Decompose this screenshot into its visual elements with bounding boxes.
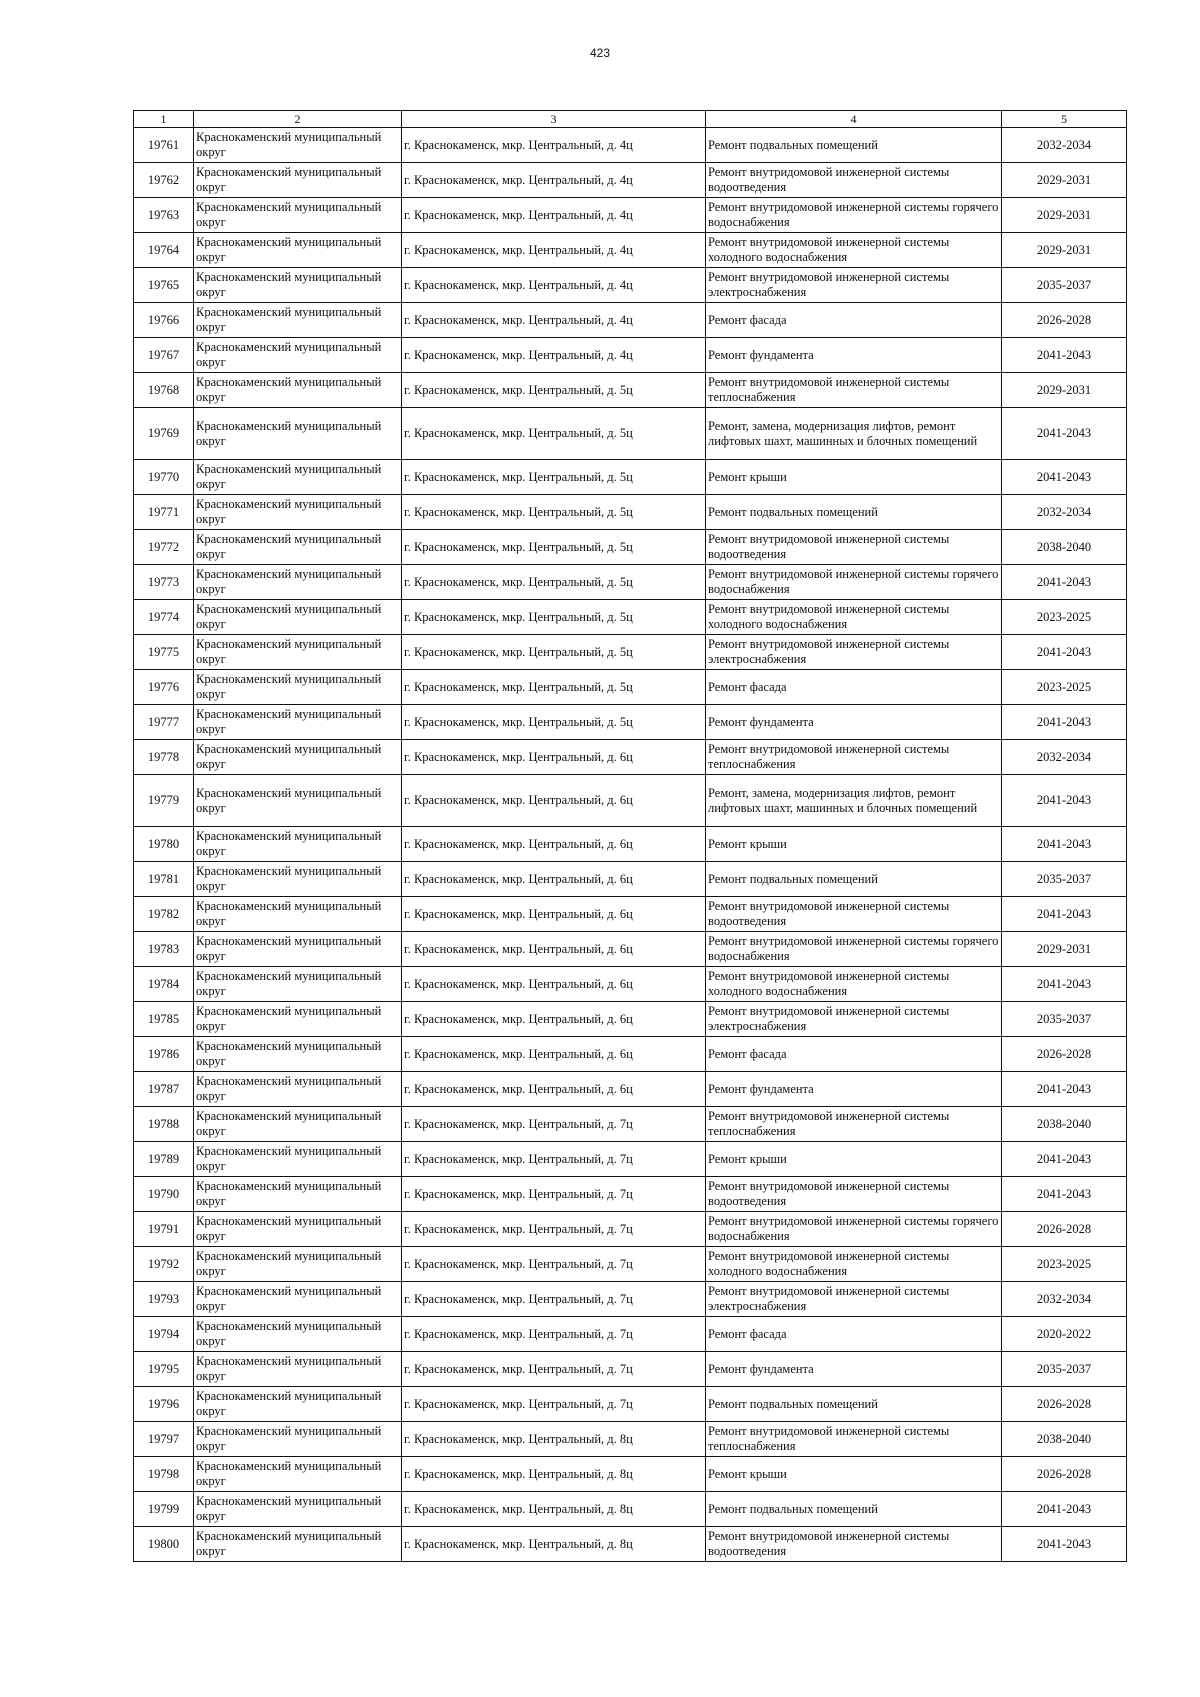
period-cell: 2026-2028 xyxy=(1002,303,1127,338)
row-number-cell: 19765 xyxy=(134,268,194,303)
row-number-cell: 19790 xyxy=(134,1177,194,1212)
work-type-cell: Ремонт внутридомовой инженерной системы теплоснабжения xyxy=(706,1107,1002,1142)
table-header xyxy=(134,111,1127,128)
row-number-cell: 19784 xyxy=(134,967,194,1002)
header-col-3: 3 xyxy=(402,111,706,128)
row-number-cell: 19782 xyxy=(134,897,194,932)
address-cell: г. Краснокаменск, мкр. Центральный, д. 7ц xyxy=(402,1177,706,1212)
row-number-cell: 19768 xyxy=(134,373,194,408)
table-row xyxy=(134,635,1127,670)
period-cell: 2041-2043 xyxy=(1002,635,1127,670)
work-type-cell: Ремонт внутридомовой инженерной системы холодного водоснабжения xyxy=(706,1247,1002,1282)
table-row xyxy=(134,198,1127,233)
row-number-cell: 19772 xyxy=(134,530,194,565)
address-cell: г. Краснокаменск, мкр. Центральный, д. 7ц xyxy=(402,1142,706,1177)
address-cell: г. Краснокаменск, мкр. Центральный, д. 5ц xyxy=(402,460,706,495)
address-cell: г. Краснокаменск, мкр. Центральный, д. 6ц xyxy=(402,967,706,1002)
district-cell: Краснокаменский муниципальный округ xyxy=(194,530,402,565)
period-cell: 2029-2031 xyxy=(1002,198,1127,233)
table-row xyxy=(134,1317,1127,1352)
row-number-cell: 19775 xyxy=(134,635,194,670)
table-row xyxy=(134,1492,1127,1527)
work-type-cell: Ремонт внутридомовой инженерной системы холодного водоснабжения xyxy=(706,600,1002,635)
row-number-cell: 19774 xyxy=(134,600,194,635)
district-cell: Краснокаменский муниципальный округ xyxy=(194,1002,402,1037)
period-cell: 2038-2040 xyxy=(1002,530,1127,565)
row-number-cell: 19777 xyxy=(134,705,194,740)
address-cell: г. Краснокаменск, мкр. Центральный, д. 6ц xyxy=(402,862,706,897)
row-number-cell: 19793 xyxy=(134,1282,194,1317)
header-col-5: 5 xyxy=(1002,111,1127,128)
period-cell: 2041-2043 xyxy=(1002,775,1127,827)
table-row xyxy=(134,495,1127,530)
district-cell: Краснокаменский муниципальный округ xyxy=(194,897,402,932)
row-number-cell: 19794 xyxy=(134,1317,194,1352)
period-cell: 2023-2025 xyxy=(1002,600,1127,635)
period-cell: 2035-2037 xyxy=(1002,1002,1127,1037)
row-number-cell: 19776 xyxy=(134,670,194,705)
period-cell: 2035-2037 xyxy=(1002,268,1127,303)
period-cell: 2020-2022 xyxy=(1002,1317,1127,1352)
address-cell: г. Краснокаменск, мкр. Центральный, д. 4ц xyxy=(402,268,706,303)
table-row xyxy=(134,600,1127,635)
district-cell: Краснокаменский муниципальный округ xyxy=(194,600,402,635)
period-cell: 2026-2028 xyxy=(1002,1387,1127,1422)
period-cell: 2038-2040 xyxy=(1002,1422,1127,1457)
row-number-cell: 19766 xyxy=(134,303,194,338)
address-cell: г. Краснокаменск, мкр. Центральный, д. 7ц xyxy=(402,1247,706,1282)
table-row xyxy=(134,775,1127,827)
row-number-cell: 19767 xyxy=(134,338,194,373)
table-row xyxy=(134,163,1127,198)
row-number-cell: 19764 xyxy=(134,233,194,268)
table-row xyxy=(134,932,1127,967)
address-cell: г. Краснокаменск, мкр. Центральный, д. 5ц xyxy=(402,565,706,600)
work-type-cell: Ремонт внутридомовой инженерной системы электроснабжения xyxy=(706,1002,1002,1037)
table-row xyxy=(134,460,1127,495)
district-cell: Краснокаменский муниципальный округ xyxy=(194,495,402,530)
table-row xyxy=(134,1457,1127,1492)
work-type-cell: Ремонт внутридомовой инженерной системы водоотведения xyxy=(706,530,1002,565)
address-cell: г. Краснокаменск, мкр. Центральный, д. 6ц xyxy=(402,1002,706,1037)
table-row xyxy=(134,1422,1127,1457)
table-row xyxy=(134,565,1127,600)
work-type-cell: Ремонт подвальных помещений xyxy=(706,495,1002,530)
period-cell: 2041-2043 xyxy=(1002,565,1127,600)
address-cell: г. Краснокаменск, мкр. Центральный, д. 5ц xyxy=(402,600,706,635)
district-cell: Краснокаменский муниципальный округ xyxy=(194,1212,402,1247)
period-cell: 2041-2043 xyxy=(1002,1527,1127,1562)
district-cell: Краснокаменский муниципальный округ xyxy=(194,775,402,827)
header-col-2: 2 xyxy=(194,111,402,128)
address-cell: г. Краснокаменск, мкр. Центральный, д. 5ц xyxy=(402,373,706,408)
period-cell: 2041-2043 xyxy=(1002,1072,1127,1107)
district-cell: Краснокаменский муниципальный округ xyxy=(194,705,402,740)
work-type-cell: Ремонт внутридомовой инженерной системы водоотведения xyxy=(706,897,1002,932)
district-cell: Краснокаменский муниципальный округ xyxy=(194,1282,402,1317)
work-type-cell: Ремонт внутридомовой инженерной системы электроснабжения xyxy=(706,1282,1002,1317)
address-cell: г. Краснокаменск, мкр. Центральный, д. 8ц xyxy=(402,1492,706,1527)
header-col-1: 1 xyxy=(134,111,194,128)
district-cell: Краснокаменский муниципальный округ xyxy=(194,1072,402,1107)
work-type-cell: Ремонт фасада xyxy=(706,303,1002,338)
table-row xyxy=(134,1142,1127,1177)
table-row xyxy=(134,1527,1127,1562)
table-row xyxy=(134,862,1127,897)
row-number-cell: 19788 xyxy=(134,1107,194,1142)
district-cell: Краснокаменский муниципальный округ xyxy=(194,932,402,967)
work-type-cell: Ремонт внутридомовой инженерной системы горячего водоснабжения xyxy=(706,932,1002,967)
address-cell: г. Краснокаменск, мкр. Центральный, д. 5ц xyxy=(402,705,706,740)
period-cell: 2029-2031 xyxy=(1002,163,1127,198)
table-row xyxy=(134,1072,1127,1107)
period-cell: 2041-2043 xyxy=(1002,705,1127,740)
period-cell: 2026-2028 xyxy=(1002,1037,1127,1072)
work-type-cell: Ремонт подвальных помещений xyxy=(706,1387,1002,1422)
district-cell: Краснокаменский муниципальный округ xyxy=(194,565,402,600)
address-cell: г. Краснокаменск, мкр. Центральный, д. 6ц xyxy=(402,827,706,862)
address-cell: г. Краснокаменск, мкр. Центральный, д. 5ц xyxy=(402,670,706,705)
period-cell: 2026-2028 xyxy=(1002,1457,1127,1492)
address-cell: г. Краснокаменск, мкр. Центральный, д. 4ц xyxy=(402,198,706,233)
row-number-cell: 19770 xyxy=(134,460,194,495)
address-cell: г. Краснокаменск, мкр. Центральный, д. 7ц xyxy=(402,1212,706,1247)
period-cell: 2029-2031 xyxy=(1002,932,1127,967)
address-cell: г. Краснокаменск, мкр. Центральный, д. 6ц xyxy=(402,932,706,967)
row-number-cell: 19799 xyxy=(134,1492,194,1527)
page-number: 423 xyxy=(589,46,611,60)
table-row xyxy=(134,373,1127,408)
row-number-cell: 19762 xyxy=(134,163,194,198)
address-cell: г. Краснокаменск, мкр. Центральный, д. 5ц xyxy=(402,408,706,460)
period-cell: 2029-2031 xyxy=(1002,373,1127,408)
address-cell: г. Краснокаменск, мкр. Центральный, д. 7ц xyxy=(402,1107,706,1142)
address-cell: г. Краснокаменск, мкр. Центральный, д. 4ц xyxy=(402,128,706,163)
work-type-cell: Ремонт внутридомовой инженерной системы электроснабжения xyxy=(706,268,1002,303)
table-row xyxy=(134,1037,1127,1072)
table-row xyxy=(134,338,1127,373)
row-number-cell: 19789 xyxy=(134,1142,194,1177)
address-cell: г. Краснокаменск, мкр. Центральный, д. 6ц xyxy=(402,775,706,827)
address-cell: г. Краснокаменск, мкр. Центральный, д. 6ц xyxy=(402,897,706,932)
period-cell: 2041-2043 xyxy=(1002,460,1127,495)
table-row xyxy=(134,967,1127,1002)
period-cell: 2041-2043 xyxy=(1002,827,1127,862)
district-cell: Краснокаменский муниципальный округ xyxy=(194,1457,402,1492)
period-cell: 2032-2034 xyxy=(1002,495,1127,530)
row-number-cell: 19763 xyxy=(134,198,194,233)
table-row xyxy=(134,705,1127,740)
address-cell: г. Краснокаменск, мкр. Центральный, д. 6ц xyxy=(402,1037,706,1072)
district-cell: Краснокаменский муниципальный округ xyxy=(194,1177,402,1212)
address-cell: г. Краснокаменск, мкр. Центральный, д. 7ц xyxy=(402,1352,706,1387)
period-cell: 2041-2043 xyxy=(1002,897,1127,932)
period-cell: 2041-2043 xyxy=(1002,338,1127,373)
district-cell: Краснокаменский муниципальный округ xyxy=(194,862,402,897)
period-cell: 2041-2043 xyxy=(1002,1177,1127,1212)
period-cell: 2035-2037 xyxy=(1002,862,1127,897)
row-number-cell: 19783 xyxy=(134,932,194,967)
period-cell: 2038-2040 xyxy=(1002,1107,1127,1142)
work-type-cell: Ремонт внутридомовой инженерной системы водоотведения xyxy=(706,1527,1002,1562)
work-type-cell: Ремонт фасада xyxy=(706,1037,1002,1072)
row-number-cell: 19771 xyxy=(134,495,194,530)
district-cell: Краснокаменский муниципальный округ xyxy=(194,268,402,303)
table-row xyxy=(134,408,1127,460)
district-cell: Краснокаменский муниципальный округ xyxy=(194,1142,402,1177)
address-cell: г. Краснокаменск, мкр. Центральный, д. 4ц xyxy=(402,163,706,198)
period-cell: 2023-2025 xyxy=(1002,1247,1127,1282)
table-row xyxy=(134,1212,1127,1247)
period-cell: 2041-2043 xyxy=(1002,1492,1127,1527)
district-cell: Краснокаменский муниципальный округ xyxy=(194,408,402,460)
work-type-cell: Ремонт внутридомовой инженерной системы водоотведения xyxy=(706,1177,1002,1212)
row-number-cell: 19786 xyxy=(134,1037,194,1072)
district-cell: Краснокаменский муниципальный округ xyxy=(194,670,402,705)
row-number-cell: 19778 xyxy=(134,740,194,775)
district-cell: Краснокаменский муниципальный округ xyxy=(194,233,402,268)
row-number-cell: 19795 xyxy=(134,1352,194,1387)
work-type-cell: Ремонт внутридомовой инженерной системы водоотведения xyxy=(706,163,1002,198)
district-cell: Краснокаменский муниципальный округ xyxy=(194,128,402,163)
table-row xyxy=(134,1387,1127,1422)
table-row xyxy=(134,1282,1127,1317)
row-number-cell: 19798 xyxy=(134,1457,194,1492)
address-cell: г. Краснокаменск, мкр. Центральный, д. 7ц xyxy=(402,1317,706,1352)
address-cell: г. Краснокаменск, мкр. Центральный, д. 7ц xyxy=(402,1387,706,1422)
address-cell: г. Краснокаменск, мкр. Центральный, д. 8ц xyxy=(402,1527,706,1562)
work-type-cell: Ремонт подвальных помещений xyxy=(706,128,1002,163)
district-cell: Краснокаменский муниципальный округ xyxy=(194,1107,402,1142)
address-cell: г. Краснокаменск, мкр. Центральный, д. 4ц xyxy=(402,338,706,373)
district-cell: Краснокаменский муниципальный округ xyxy=(194,1387,402,1422)
address-cell: г. Краснокаменск, мкр. Центральный, д. 5ц xyxy=(402,635,706,670)
district-cell: Краснокаменский муниципальный округ xyxy=(194,1352,402,1387)
table-row xyxy=(134,827,1127,862)
period-cell: 2041-2043 xyxy=(1002,1142,1127,1177)
work-type-cell: Ремонт фасада xyxy=(706,670,1002,705)
period-cell: 2035-2037 xyxy=(1002,1352,1127,1387)
address-cell: г. Краснокаменск, мкр. Центральный, д. 8ц xyxy=(402,1422,706,1457)
table-row xyxy=(134,233,1127,268)
table-row xyxy=(134,268,1127,303)
work-type-cell: Ремонт, замена, модернизация лифтов, ремонт лифтовых шахт, машинных и блочных помещений xyxy=(706,775,1002,827)
capital-repair-table xyxy=(133,110,1127,1562)
address-cell: г. Краснокаменск, мкр. Центральный, д. 4ц xyxy=(402,303,706,338)
table-row xyxy=(134,670,1127,705)
table-row xyxy=(134,303,1127,338)
address-cell: г. Краснокаменск, мкр. Центральный, д. 7ц xyxy=(402,1282,706,1317)
header-col-4: 4 xyxy=(706,111,1002,128)
address-cell: г. Краснокаменск, мкр. Центральный, д. 6ц xyxy=(402,740,706,775)
row-number-cell: 19787 xyxy=(134,1072,194,1107)
table-row xyxy=(134,1247,1127,1282)
district-cell: Краснокаменский муниципальный округ xyxy=(194,198,402,233)
work-type-cell: Ремонт внутридомовой инженерной системы электроснабжения xyxy=(706,635,1002,670)
table-row xyxy=(134,1177,1127,1212)
row-number-cell: 19800 xyxy=(134,1527,194,1562)
row-number-cell: 19797 xyxy=(134,1422,194,1457)
table-row xyxy=(134,128,1127,163)
row-number-cell: 19773 xyxy=(134,565,194,600)
work-type-cell: Ремонт внутридомовой инженерной системы холодного водоснабжения xyxy=(706,967,1002,1002)
district-cell: Краснокаменский муниципальный округ xyxy=(194,1317,402,1352)
work-type-cell: Ремонт крыши xyxy=(706,1457,1002,1492)
work-type-cell: Ремонт фундамента xyxy=(706,705,1002,740)
work-type-cell: Ремонт фундамента xyxy=(706,1352,1002,1387)
row-number-cell: 19761 xyxy=(134,128,194,163)
work-type-cell: Ремонт, замена, модернизация лифтов, ремонт лифтовых шахт, машинных и блочных помещений xyxy=(706,408,1002,460)
period-cell: 2032-2034 xyxy=(1002,740,1127,775)
period-cell: 2041-2043 xyxy=(1002,967,1127,1002)
work-type-cell: Ремонт подвальных помещений xyxy=(706,862,1002,897)
table-row xyxy=(134,1107,1127,1142)
district-cell: Краснокаменский муниципальный округ xyxy=(194,338,402,373)
address-cell: г. Краснокаменск, мкр. Центральный, д. 5ц xyxy=(402,495,706,530)
work-type-cell: Ремонт внутридомовой инженерной системы горячего водоснабжения xyxy=(706,198,1002,233)
table-row xyxy=(134,1352,1127,1387)
row-number-cell: 19796 xyxy=(134,1387,194,1422)
period-cell: 2026-2028 xyxy=(1002,1212,1127,1247)
district-cell: Краснокаменский муниципальный округ xyxy=(194,967,402,1002)
table-row xyxy=(134,1002,1127,1037)
row-number-cell: 19779 xyxy=(134,775,194,827)
district-cell: Краснокаменский муниципальный округ xyxy=(194,1422,402,1457)
period-cell: 2023-2025 xyxy=(1002,670,1127,705)
district-cell: Краснокаменский муниципальный округ xyxy=(194,1037,402,1072)
address-cell: г. Краснокаменск, мкр. Центральный, д. 6ц xyxy=(402,1072,706,1107)
row-number-cell: 19792 xyxy=(134,1247,194,1282)
work-type-cell: Ремонт фундамента xyxy=(706,1072,1002,1107)
work-type-cell: Ремонт крыши xyxy=(706,460,1002,495)
work-type-cell: Ремонт внутридомовой инженерной системы теплоснабжения xyxy=(706,373,1002,408)
address-cell: г. Краснокаменск, мкр. Центральный, д. 8ц xyxy=(402,1457,706,1492)
row-number-cell: 19769 xyxy=(134,408,194,460)
table-row xyxy=(134,530,1127,565)
district-cell: Краснокаменский муниципальный округ xyxy=(194,373,402,408)
period-cell: 2029-2031 xyxy=(1002,233,1127,268)
work-type-cell: Ремонт внутридомовой инженерной системы теплоснабжения xyxy=(706,1422,1002,1457)
district-cell: Краснокаменский муниципальный округ xyxy=(194,827,402,862)
work-type-cell: Ремонт крыши xyxy=(706,827,1002,862)
period-cell: 2032-2034 xyxy=(1002,128,1127,163)
work-type-cell: Ремонт фасада xyxy=(706,1317,1002,1352)
period-cell: 2041-2043 xyxy=(1002,408,1127,460)
district-cell: Краснокаменский муниципальный округ xyxy=(194,1527,402,1562)
row-number-cell: 19781 xyxy=(134,862,194,897)
work-type-cell: Ремонт внутридомовой инженерной системы горячего водоснабжения xyxy=(706,1212,1002,1247)
address-cell: г. Краснокаменск, мкр. Центральный, д. 5ц xyxy=(402,530,706,565)
work-type-cell: Ремонт внутридомовой инженерной системы теплоснабжения xyxy=(706,740,1002,775)
district-cell: Краснокаменский муниципальный округ xyxy=(194,460,402,495)
work-type-cell: Ремонт фундамента xyxy=(706,338,1002,373)
header-row xyxy=(134,111,1127,128)
table-row xyxy=(134,897,1127,932)
table-row xyxy=(134,740,1127,775)
table-body xyxy=(134,128,1127,1562)
period-cell: 2032-2034 xyxy=(1002,1282,1127,1317)
row-number-cell: 19780 xyxy=(134,827,194,862)
district-cell: Краснокаменский муниципальный округ xyxy=(194,1492,402,1527)
work-type-cell: Ремонт крыши xyxy=(706,1142,1002,1177)
address-cell: г. Краснокаменск, мкр. Центральный, д. 4ц xyxy=(402,233,706,268)
row-number-cell: 19791 xyxy=(134,1212,194,1247)
district-cell: Краснокаменский муниципальный округ xyxy=(194,1247,402,1282)
row-number-cell: 19785 xyxy=(134,1002,194,1037)
district-cell: Краснокаменский муниципальный округ xyxy=(194,163,402,198)
district-cell: Краснокаменский муниципальный округ xyxy=(194,635,402,670)
work-type-cell: Ремонт внутридомовой инженерной системы холодного водоснабжения xyxy=(706,233,1002,268)
district-cell: Краснокаменский муниципальный округ xyxy=(194,740,402,775)
work-type-cell: Ремонт внутридомовой инженерной системы горячего водоснабжения xyxy=(706,565,1002,600)
district-cell: Краснокаменский муниципальный округ xyxy=(194,303,402,338)
work-type-cell: Ремонт подвальных помещений xyxy=(706,1492,1002,1527)
